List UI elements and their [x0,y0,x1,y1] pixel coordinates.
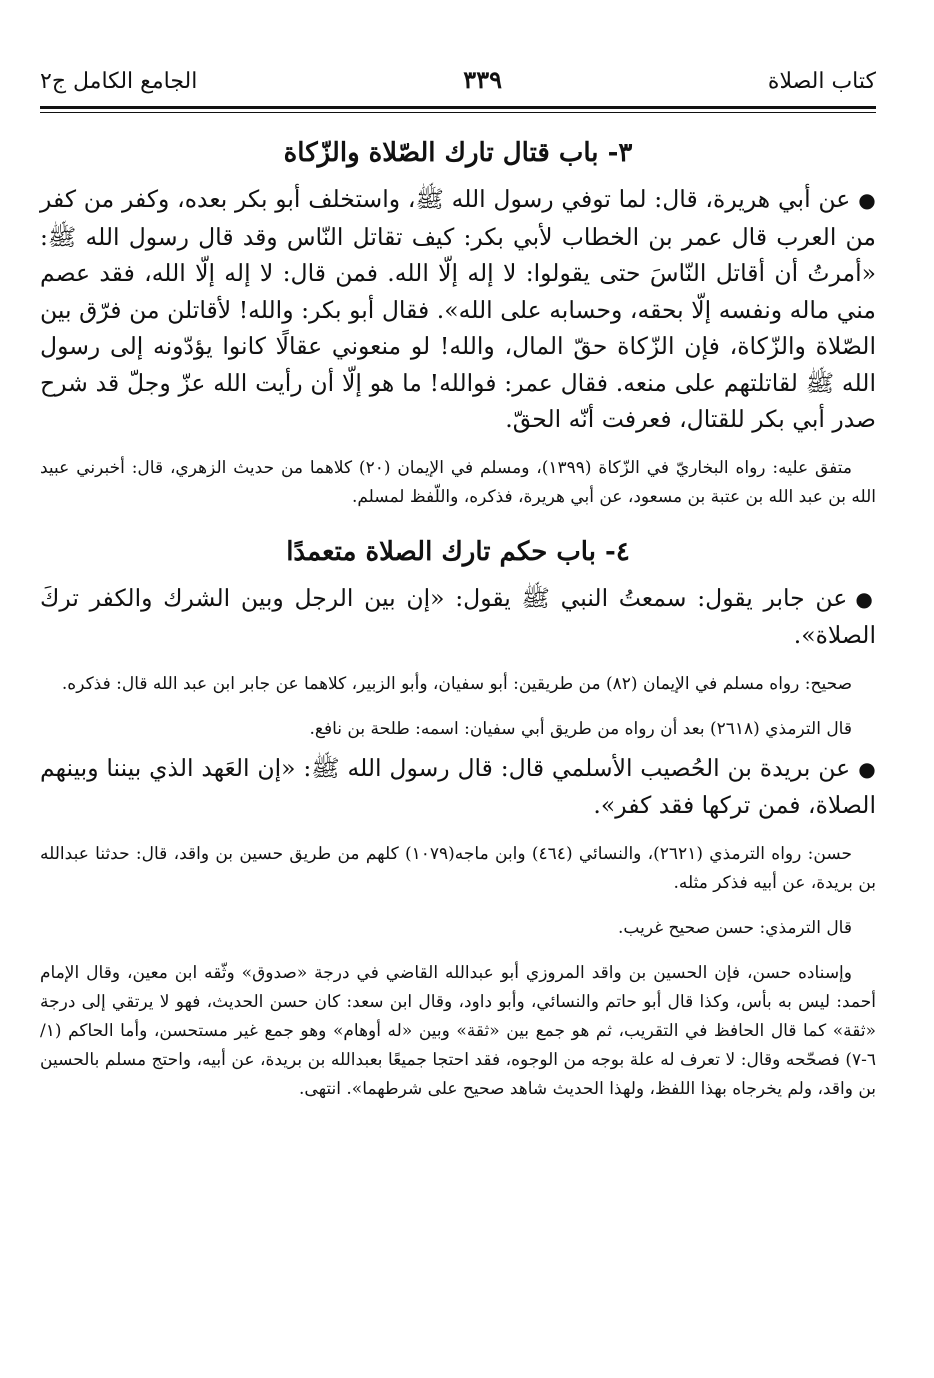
section-heading-3: ٣- باب قتال تارك الصّلاة والزّكاة [283,138,633,168]
book-title: الجامع الكامل ج٢ [40,69,198,94]
header-rule-thin [40,112,876,113]
tirmidhi-grading: قال الترمذي: حسن صحيح غريب. [618,917,852,938]
section-heading-4: ٤- باب حكم تارك الصلاة متعمدًا [286,536,630,567]
takhrij-note: صحيح: رواه مسلم في الإيمان (٨٢) من طريقين: أبو سفيان، وأبو الزبير، كلاهما عن جابر ابن عبد الله قال: فذكره. [61,673,852,694]
takhrij-note: حسن: رواه الترمذي (٢٦٢١)، والنسائي (٤٦٤) وابن ماجه(١٠٧٩) كلهم من طريق حسين بن واقد، قال: حدثنا عبدالله بن بريدة، عن أبيه فذكر مثله. [40,843,876,893]
takhrij-note: متفق عليه: رواه البخاريّ في الزّكاة (١٣٩٩)، ومسلم في الإيمان (٢٠) كلاهما من حديث الزهري، قال: أخبرني عبيد الله بن عبد الله بن عتبة بن مسعود، عن أبي هريرة، فذكره، واللّفظ لمسلم. [40,457,876,507]
header-rule-thick [40,106,876,109]
bullet-icon: ● [858,188,876,212]
running-header [40,60,876,100]
chapter-title: كتاب الصلاة [767,69,876,94]
hadith-buraydah [40,750,876,824]
book-page [40,60,876,1104]
isnad-commentary: وإسناده حسن، فإن الحسين بن واقد المروزي أبو عبدالله القاضي في درجة «صدوق» وثّقه ابن معين، وقال الإمام أحمد: ليس به بأس، وكذا قال أبو حاتم والنسائي، وأبو داود، وقال ابن سعد: كان حسن الحديث، فهو لا يرتقي إلى درجة «ثقة» كما قال الحافظ في التقريب، ثم هو جمع بين «ثقة» وبين «له أوهام» وهو جمع غير مستحسن، وأما الحاكم (١/ ٦-٧) فصحّحه وقال: لا تعرف له علة بوجه من الوجوه، فقد احتجا جميعًا بعبدالله بن بريدة، عن أبيه، واحتج مسلم بالحسين بن واقد، ولم يخرجاه بهذا اللفظ، ولهذا الحديث شاهد صحيح على شرطهما». انتهى. [40,962,876,1099]
hadith-text: عن بريدة بن الحُصيب الأسلمي قال: قال رسول الله ﷺ: «إن العَهد الذي بيننا وبينهم الصلاة، فمن تركها فقد كفر». [40,753,876,819]
hadith-jabir [40,580,876,654]
hadith-text: عن أبي هريرة، قال: لما توفي رسول الله ﷺ، واستخلف أبو بكر بعده، وكفر من كفر من العرب قال عمر بن الخطاب لأبي بكر: كيف تقاتل النّاس وقد قال رسول الله ﷺ: «أمرتُ أن أقاتل النّاسَ حتى يقولوا: لا إله إلّا الله. فمن قال: لا إله إلّا الله، فقد عصم مني ماله ونفسه إلّا بحقه، وحسابه على الله». فقال أبو بكر: والله! لأقاتلن من فرّق بين الصّلاة والزّكاة، فإن الزّكاة حقّ المال، والله! لو منعوني عقالًا كانوا يؤدّونه إلى رسول الله ﷺ لقاتلتهم على منعه. فقال عمر: فوالله! ما هو إلّا أن رأيت الله عزّ وجلّ قد شرح صدر أبي بكر للقتال، فعرفت أنّه الحقّ. [40,185,876,433]
bullet-icon: ● [855,586,877,611]
hadith-text: عن جابر يقول: سمعتُ النبي ﷺ يقول: «إن بين الرجل وبين الشرك والكفر تركَ الصلاة». [40,583,876,649]
hadith-abu-hurayra [40,181,876,438]
page-number: ٣٣٩ [463,65,502,94]
tirmidhi-note: قال الترمذي (٢٦١٨) بعد أن رواه من طريق أبي سفيان: اسمه: طلحة بن نافع. [309,718,852,739]
bullet-icon: ● [858,756,876,781]
